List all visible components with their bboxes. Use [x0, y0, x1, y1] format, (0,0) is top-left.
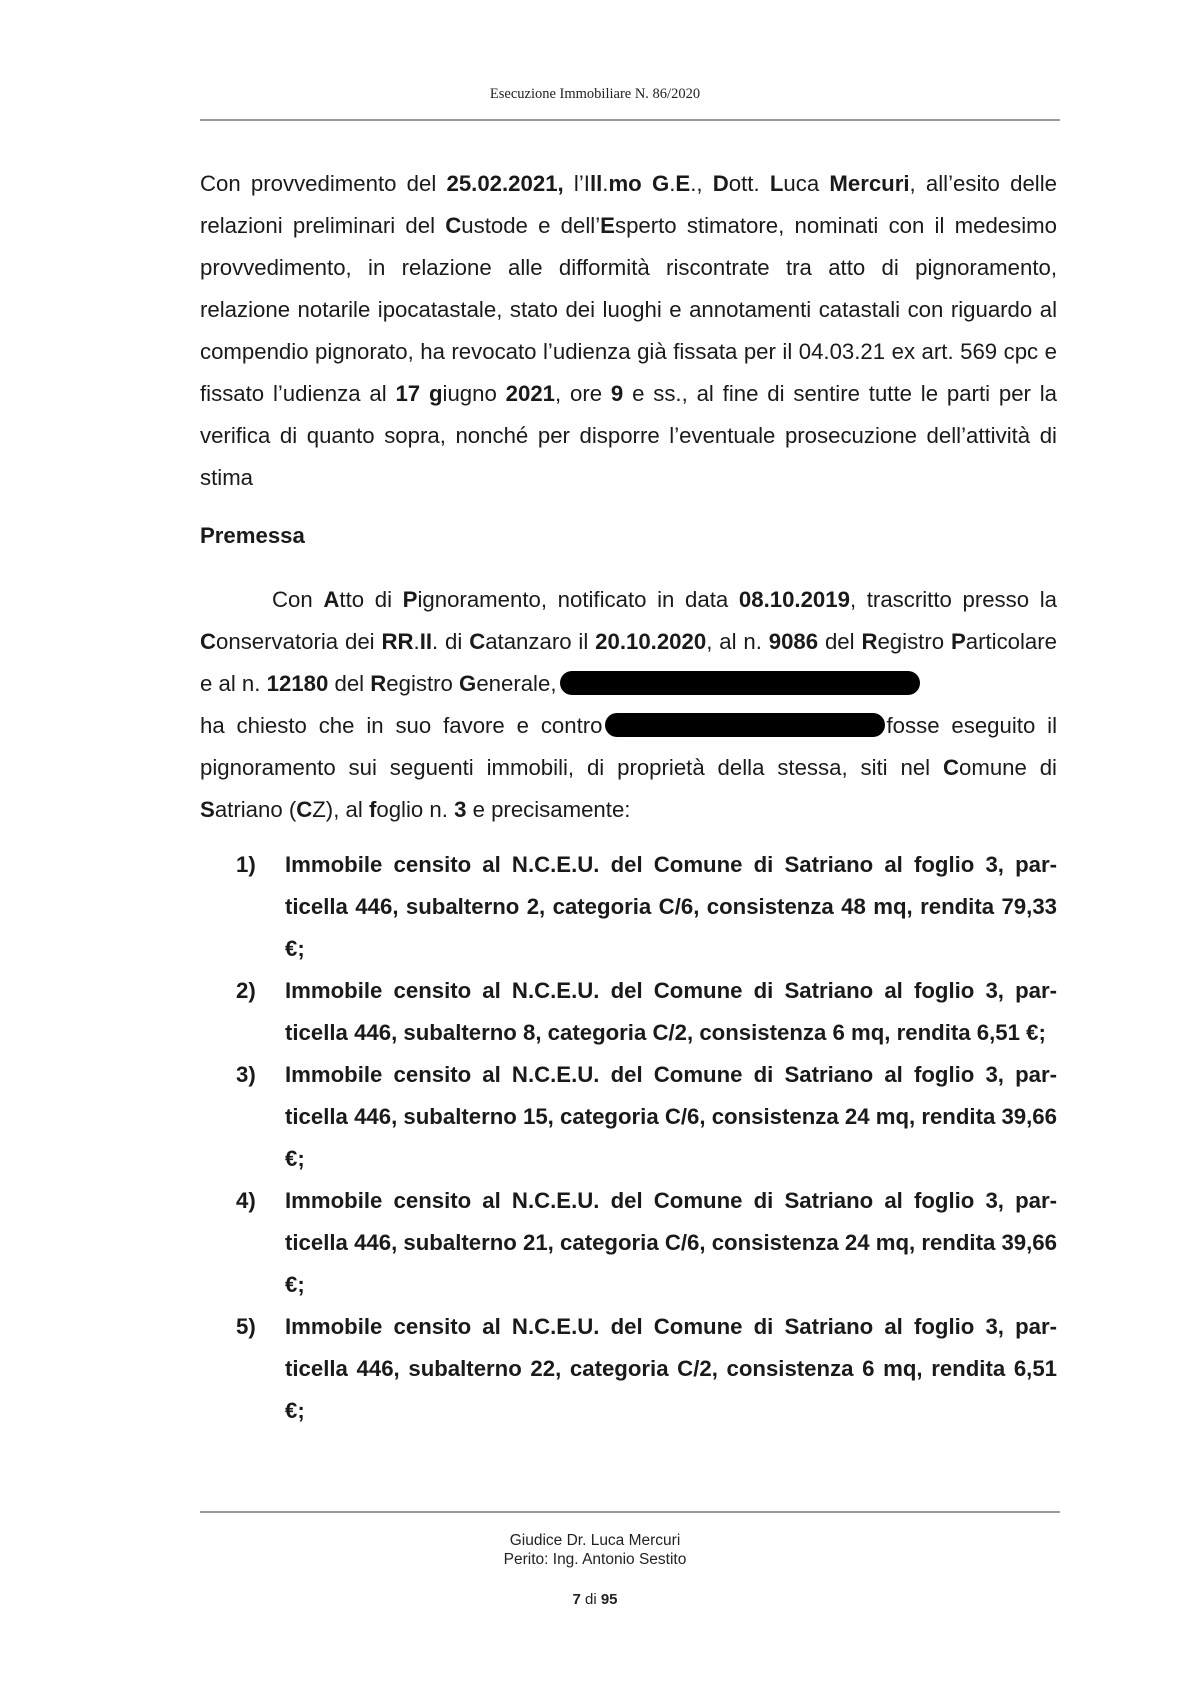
text-run-bold: C [445, 213, 462, 238]
text-run: . [669, 171, 676, 196]
text-run-bold: f [368, 797, 377, 822]
text-run-bold: 9 [610, 381, 624, 406]
text-run-bold: L [769, 171, 784, 196]
footer-expert: Perito: Ing. Antonio Sestito [503, 1551, 687, 1568]
list-item-text: Immobile censito al N.C.E.U. del Comune di Satriano al foglio 3, particella 446, subalterno 8, categoria C/2, consistenza 6 mq, rendita 6,51 €; [285, 978, 1057, 1045]
page-number [0, 1591, 1190, 1608]
text-run: ha chiesto che in suo favore e contro [200, 713, 603, 738]
text-run [642, 171, 652, 196]
section-heading: Premessa [200, 523, 305, 548]
text-run: articolare e al n. [200, 629, 1058, 696]
text-run-bold: E [600, 213, 615, 238]
page-total: 95 [600, 1591, 618, 1608]
header-title: Esecuzione Immobiliare N. 86/2020 [489, 86, 701, 102]
text-run-bold: D [712, 171, 729, 196]
list-item [200, 1180, 1057, 1306]
list-number: 1) [236, 852, 256, 877]
text-run: egistro [386, 671, 460, 696]
text-run: e ss., al fine di sentire tutte le parti per la verifica di quanto sopra, nonché per disporre l’eventuale prosecuzione dell’attività di stima [200, 381, 1058, 490]
text-run-bold: 17 [395, 381, 421, 406]
text-run: iugno [442, 381, 506, 406]
text-run: oglio n. [376, 797, 455, 822]
text-run-bold: Mercuri [829, 171, 910, 196]
text-run-bold: R [370, 671, 387, 696]
text-run-bold: 20.10.2020 [595, 629, 707, 654]
text-run-bold: 3 [454, 797, 467, 822]
text-run: , ore [555, 381, 611, 406]
list-number: 4) [236, 1188, 256, 1213]
text-run-bold: ll [589, 171, 603, 196]
text-run-bold: 9086 [768, 629, 819, 654]
text-run: atanzaro il [485, 629, 596, 654]
text-run: atriano ( [214, 797, 297, 822]
text-run: fosse eseguito il pignoramento sui seguenti immobili, di proprietà della stessa, siti nel [200, 713, 1057, 780]
list-number: 3) [236, 1062, 256, 1087]
redaction-bar [605, 713, 885, 737]
text-run-bold: S [200, 797, 215, 822]
text-run-bold: G [651, 171, 670, 196]
text-run [420, 381, 429, 406]
text-run: . [413, 629, 420, 654]
text-run-bold: RR [381, 629, 414, 654]
text-run: ott. [728, 171, 770, 196]
text-run: Z), al [312, 797, 369, 822]
text-run: ustode e dell’ [461, 213, 601, 238]
list-number: 2) [236, 978, 256, 1003]
intro-paragraph [200, 163, 1057, 499]
text-run-bold: E [675, 171, 691, 196]
text-run: . [602, 171, 609, 196]
header-divider [200, 119, 1060, 121]
list-item-text: Immobile censito al N.C.E.U. del Comune di Satriano al foglio 3, particella 446, subalterno 15, categoria C/6, consistenza 24 mq, rendita 39,66 €; [285, 1062, 1057, 1171]
list-item [200, 1054, 1057, 1180]
list-item [200, 970, 1057, 1054]
text-run-bold: II [419, 629, 433, 654]
list-item [200, 844, 1057, 970]
text-run-bold: C [296, 797, 313, 822]
text-run-bold: 12180 [266, 671, 329, 696]
text-run: l’I [563, 171, 590, 196]
text-run: . di [432, 629, 470, 654]
text-run-bold: 08.10.2019 [738, 587, 850, 612]
text-run-bold: R [861, 629, 878, 654]
redaction-bar [560, 671, 920, 695]
text-run: sperto stimatore, nominati con il medesimo provvedimento, in relazione alle difformità riscontrate tra atto di pignoramento, relazione notarile ipocatastale, stato dei luoghi e annotamenti catastali con riguardo al compendio pignorato, ha revocato l’udienza già fissata per il 04.03.21 ex art. 569 cpc e fissato l’udienza al [200, 213, 1057, 406]
text-run: omune di [959, 755, 1057, 780]
text-run: enerale, [476, 671, 557, 696]
text-run: Con [272, 587, 324, 612]
text-run-bold: C [942, 755, 959, 780]
text-run-bold: 2021 [505, 381, 556, 406]
property-list [200, 844, 1057, 1432]
text-run: , all’esito delle relazioni preliminari del [200, 171, 1057, 238]
text-run: , trascritto presso la [849, 587, 1058, 612]
list-item-text: Immobile censito al N.C.E.U. del Comune di Satriano al foglio 3, particella 446, subalterno 22, categoria C/2, consistenza 6 mq, rendita 6,51 €; [285, 1314, 1057, 1423]
text-run: e precisamente: [466, 797, 631, 822]
premessa-paragraph [200, 579, 1057, 831]
text-run: onservatoria dei [216, 629, 382, 654]
list-item [200, 1306, 1057, 1432]
text-run-bold: C [469, 629, 486, 654]
page-separator: di [584, 1591, 597, 1608]
text-run: tto di [339, 587, 403, 612]
text-run: Con provvedimento del [200, 171, 447, 196]
text-run: ignoramento, notificato in data [417, 587, 739, 612]
text-run: uca [783, 171, 830, 196]
text-run-bold: 25.02.2021, [446, 171, 564, 196]
text-run-bold: g [428, 381, 443, 406]
text-run-bold: G [459, 671, 477, 696]
text-run: del [818, 629, 862, 654]
text-run: ., [690, 171, 713, 196]
page-current: 7 [572, 1591, 581, 1608]
text-run: del [328, 671, 371, 696]
text-run-bold: C [200, 629, 217, 654]
footer-judge: Giudice Dr. Luca Mercuri [509, 1532, 681, 1549]
text-run: egistro [877, 629, 951, 654]
text-run-bold: P [402, 587, 418, 612]
text-run-bold: P [950, 629, 966, 654]
list-item-text: Immobile censito al N.C.E.U. del Comune di Satriano al foglio 3, particella 446, subalterno 21, categoria C/6, consistenza 24 mq, rendita 39,66 €; [285, 1188, 1057, 1297]
text-run: , al n. [706, 629, 769, 654]
list-item-text: Immobile censito al N.C.E.U. del Comune di Satriano al foglio 3, particella 446, subalterno 2, categoria C/6, consistenza 48 mq, rendita 79,33 €; [285, 852, 1057, 961]
list-number: 5) [236, 1314, 256, 1339]
text-run-bold: mo [608, 171, 642, 196]
text-run-bold: A [323, 587, 340, 612]
footer-divider [200, 1511, 1060, 1513]
